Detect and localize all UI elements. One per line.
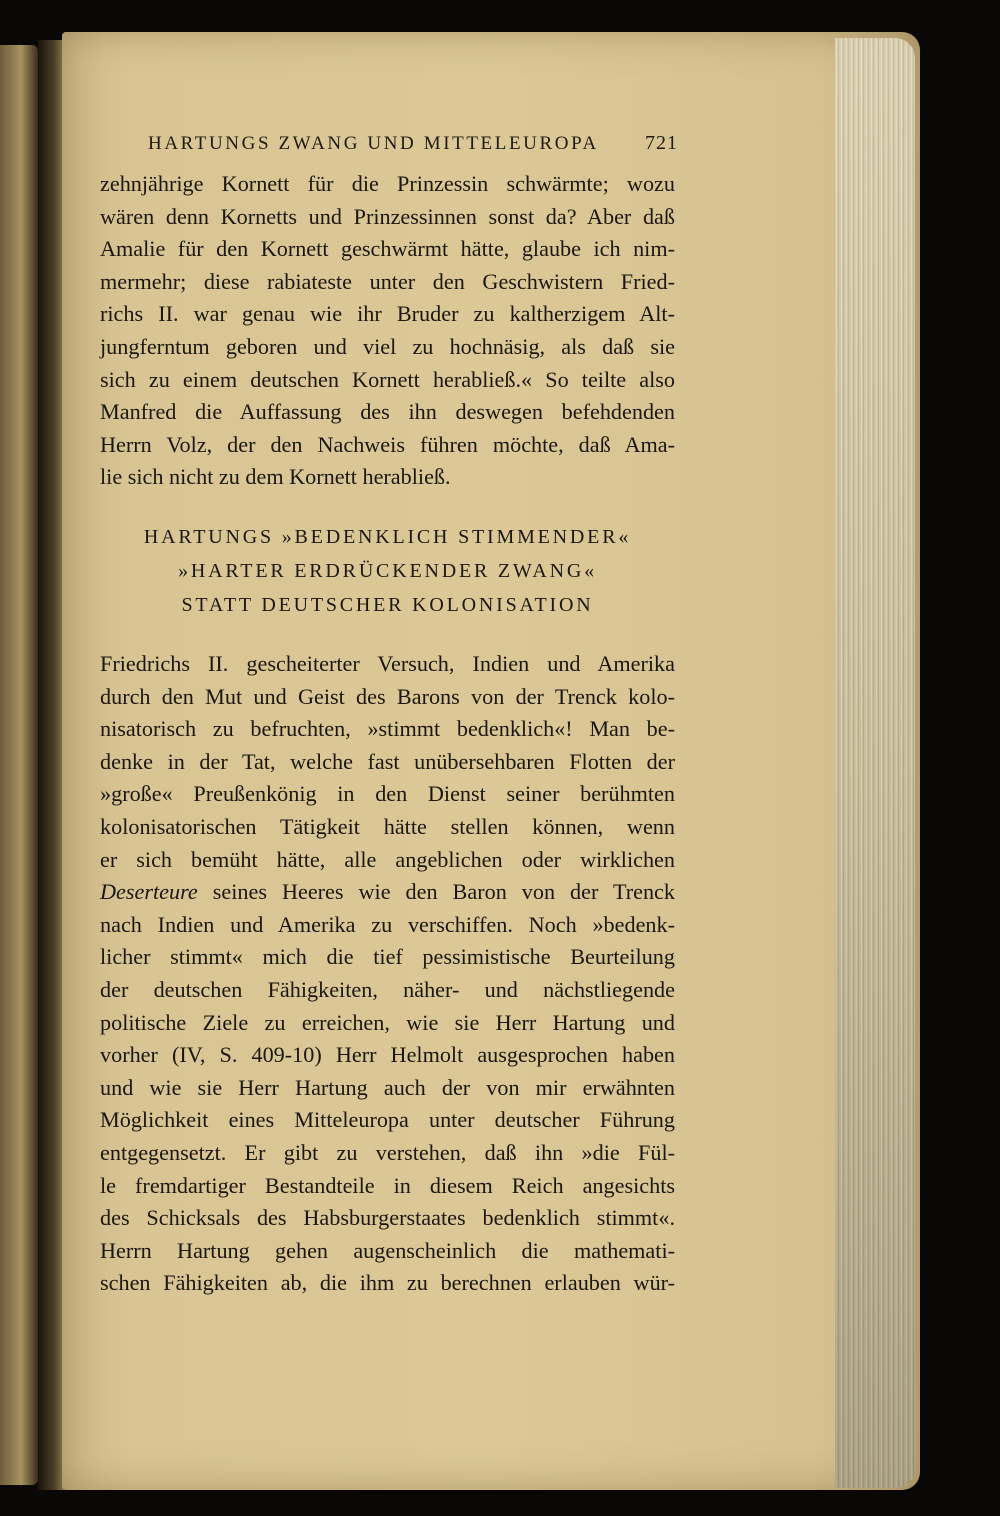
text-line: jungferntum geboren und viel zu hochnäsig, als daß sie bbox=[100, 333, 675, 359]
adjacent-page-edge bbox=[0, 45, 38, 1485]
text-line: Manfred die Auffassung des ihn deswegen befehdenden bbox=[100, 399, 675, 425]
section-heading bbox=[100, 520, 675, 622]
text-line: lie sich nicht zu dem Kornett herabließ. bbox=[100, 464, 451, 490]
text-line: des Schicksals des Habsburgerstaates bedenklich stimmt«. bbox=[100, 1205, 675, 1231]
text-line: wären denn Kornetts und Prinzessinnen sonst da? Aber daß bbox=[100, 203, 675, 229]
text-line: mermehr; diese rabiateste unter den Geschwistern Fried- bbox=[100, 268, 675, 294]
running-header bbox=[148, 132, 678, 162]
running-title: HARTUNGS ZWANG UND MITTELEUROPA bbox=[148, 133, 599, 154]
heading-line: »HARTER ERDRÜCKENDER ZWANG« bbox=[178, 560, 597, 582]
text-line: Amalie für den Kornett geschwärmt hätte, glaube ich nim- bbox=[100, 236, 675, 262]
text-line: sich zu einem deutschen Kornett herabließ.« So teilte also bbox=[100, 366, 675, 392]
text-line: »große« Preußenkönig in den Dienst seiner berühmten bbox=[100, 781, 675, 807]
text-line: entgegensetzt. Er gibt zu verstehen, daß ihn »die Fül- bbox=[100, 1139, 675, 1165]
text-fragment: seines Heeres wie den Baron von der Trenck bbox=[197, 879, 675, 905]
text-line: Möglichkeit eines Mitteleuropa unter deutscher Führung bbox=[100, 1107, 675, 1133]
text-line: zehnjährige Kornett für die Prinzessin schwärmte; wozu bbox=[100, 171, 675, 196]
page-fore-edge bbox=[835, 38, 915, 1488]
text-line: kolonisatorischen Tätigkeit hätte stellen können, wenn bbox=[100, 813, 675, 839]
italic-word: Deserteure bbox=[100, 879, 198, 905]
text-line: Herrn Hartung gehen augenscheinlich die mathemati- bbox=[100, 1237, 675, 1263]
book-gutter bbox=[38, 40, 64, 1490]
text-line: denke in der Tat, welche fast unübersehbaren Flotten der bbox=[100, 748, 675, 774]
page-number: 721 bbox=[645, 132, 678, 154]
text-line bbox=[100, 876, 675, 909]
text-line: vorher (IV, S. 409-10) Herr Helmolt ausgesprochen haben bbox=[100, 1042, 675, 1068]
text-line: licher stimmt« mich die tief pessimistische Beurteilung bbox=[100, 944, 675, 970]
text-line: schen Fähigkeiten ab, die ihm zu berechnen erlauben wür- bbox=[100, 1270, 675, 1296]
paragraph-main bbox=[100, 648, 675, 1300]
text-line: durch den Mut und Geist des Barons von der Trenck kolo- bbox=[100, 683, 675, 709]
text-line: und wie sie Herr Hartung auch der von mir erwähnten bbox=[100, 1074, 675, 1100]
text-line: le fremdartiger Bestandteile in diesem Reich angesichts bbox=[100, 1172, 675, 1198]
text-line: politische Ziele zu erreichen, wie sie Herr Hartung und bbox=[100, 1009, 675, 1035]
text-line: nach Indien und Amerika zu verschiffen. Noch »bedenk- bbox=[100, 911, 675, 937]
text-line: richs II. war genau wie ihr Bruder zu kaltherzigem Alt- bbox=[100, 301, 675, 327]
heading-line: HARTUNGS »BEDENKLICH STIMMENDER« bbox=[143, 526, 632, 548]
text-line: Herrn Volz, der den Nachweis führen möchte, daß Ama- bbox=[100, 431, 675, 457]
heading-line: STATT DEUTSCHER KOLONISATION bbox=[181, 594, 594, 616]
text-line: der deutschen Fähigkeiten, näher- und nächstliegende bbox=[100, 976, 675, 1002]
paragraph-continued bbox=[100, 168, 675, 494]
text-line: er sich bemüht hätte, alle angeblichen oder wirklichen bbox=[100, 846, 675, 872]
text-line: Friedrichs II. gescheiterter Versuch, Indien und Amerika bbox=[100, 651, 675, 676]
text-line: nisatorisch zu befruchten, »stimmt bedenklich«! Man be- bbox=[100, 716, 675, 742]
